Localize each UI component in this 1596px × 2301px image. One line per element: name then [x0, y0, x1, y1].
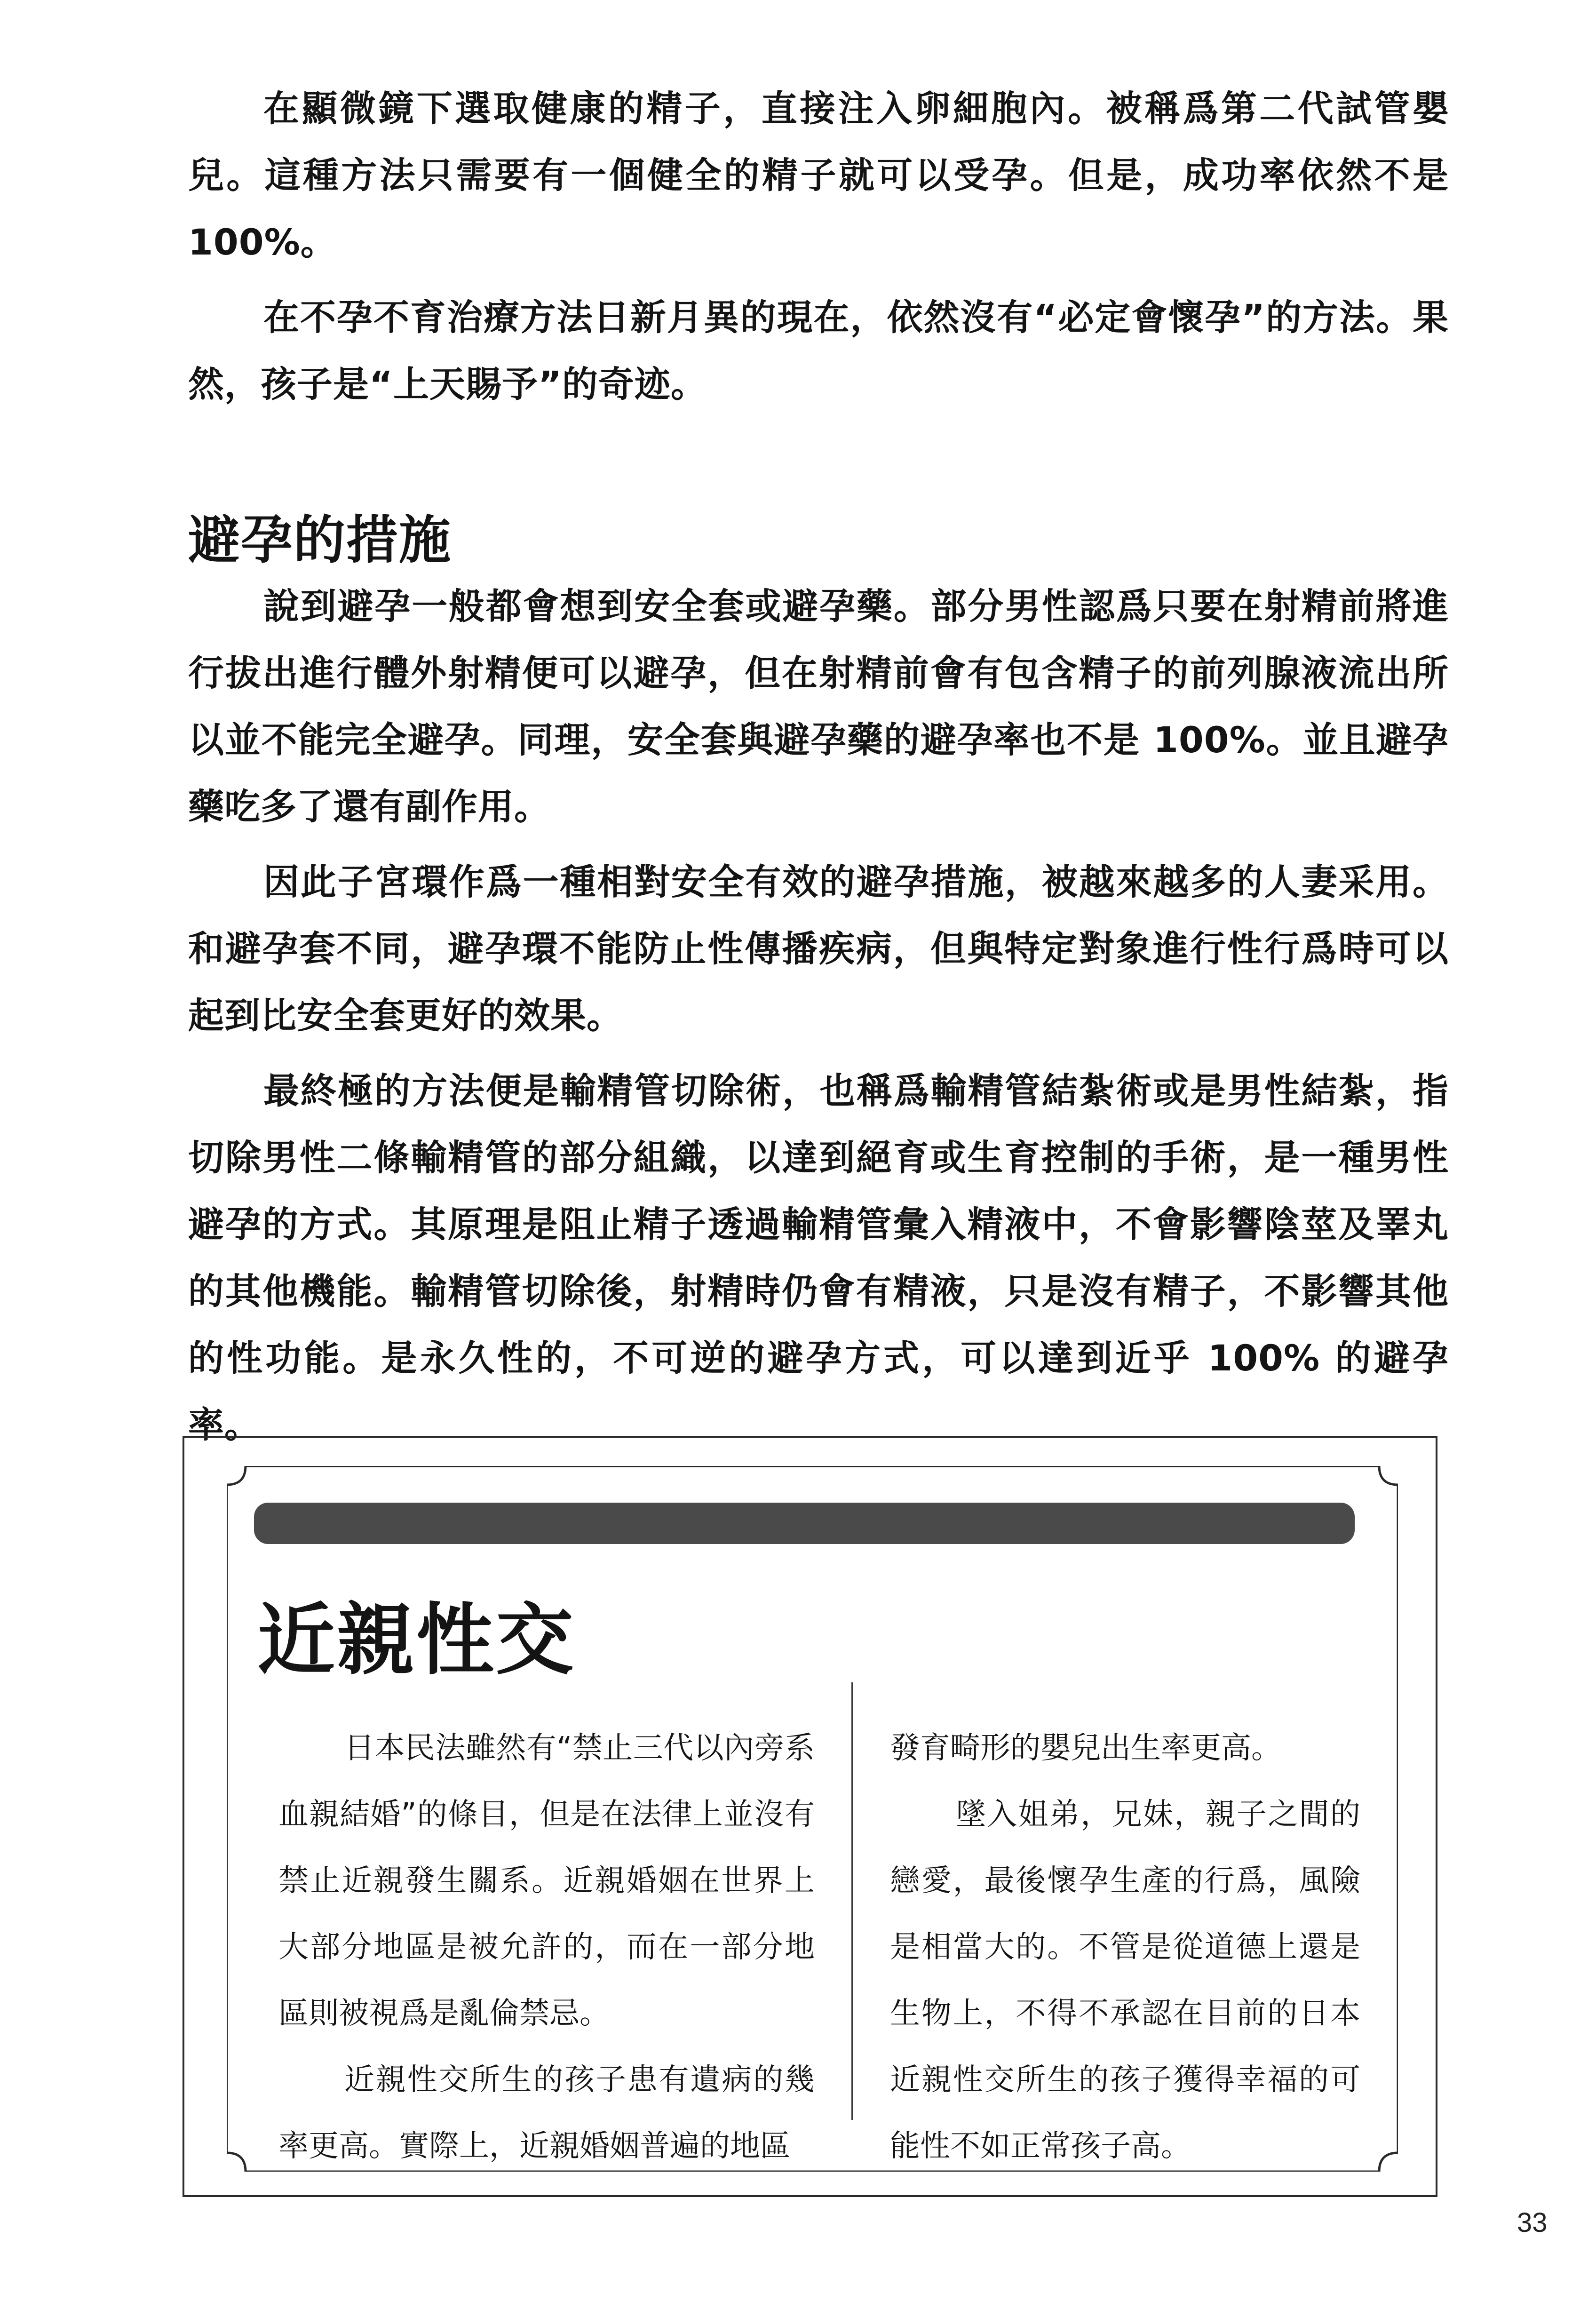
- box-title: 近親性交: [257, 1595, 575, 1685]
- column-divider: [851, 1682, 853, 2120]
- body-paragraph: 因此子宮環作爲一種相對安全有效的避孕措施，被越來越多的人妻采用。和避孕套不同，避孕環不能防止性傳播疾病，但與特定對象進行性行爲時可以起到比安全套更好的效果。: [188, 861, 1449, 1036]
- column-paragraph-continuation: 發育畸形的嬰兒出生率更高。: [890, 1731, 1281, 1766]
- section-heading: 避孕的措施: [188, 510, 452, 570]
- body-paragraph: 在顯微鏡下選取健康的精子，直接注入卵細胞內。被稱爲第二代試管嬰兒。這種方法只需要有一個健全的精子就可以受孕。但是，成功率依然不是 100%。: [188, 88, 1449, 263]
- main-text-block: [188, 75, 1449, 1458]
- body-paragraph: 最終極的方法便是輸精管切除術，也稱爲輸精管結紮術或是男性結紮，指切除男性二條輸精管的部分組織，以達到絕育或生育控制的手術，是一種男性避孕的方式。其原理是阻止精子透過輸精管彙入精液中，不會影響陰莖及睪丸的其他機能。輸精管切除後，射精時仍會有精液，只是沒有精子，不影響其他的性功能。是永久性的，不可逆的避孕方式，可以達到近乎 100% 的避孕率。: [188, 1070, 1449, 1446]
- left-column: [278, 1715, 815, 2180]
- column-paragraph: 近親性交所生的孩子患有遺病的幾率更高。實際上，近親婚姻普遍的地區: [278, 2062, 815, 2164]
- right-column: [890, 1715, 1360, 2180]
- column-paragraph: 日本民法雖然有“禁止三代以內旁系血親結婚”的條目，但是在法律上並沒有禁止近親發生關系。近親婚姻在世界上大部分地區是被允許的，而在一部分地區則被視爲是亂倫禁忌。: [278, 1731, 815, 2031]
- page-number: 33: [1517, 2207, 1548, 2238]
- body-paragraph: 說到避孕一般都會想到安全套或避孕藥。部分男性認爲只要在射精前將進行拔出進行體外射精便可以避孕，但在射精前會有包含精子的前列腺液流出所以並不能完全避孕。同理，安全套與避孕藥的避孕率也不是 100%。並且避孕藥吃多了還有副作用。: [188, 585, 1449, 828]
- body-paragraph: 在不孕不育治療方法日新月異的現在，依然沒有“必定會懷孕”的方法。果然，孩子是“上天賜予”的奇迹。: [188, 296, 1449, 405]
- sidebar-box: [183, 1436, 1437, 2197]
- header-banner: [254, 1503, 1355, 1544]
- column-paragraph: 墜入姐弟，兄妹，親子之間的戀愛，最後懷孕生產的行爲，風險是相當大的。不管是從道德上還是生物上，不得不承認在目前的日本近親性交所生的孩子獲得幸福的可能性不如正常孩子高。: [890, 1797, 1360, 2164]
